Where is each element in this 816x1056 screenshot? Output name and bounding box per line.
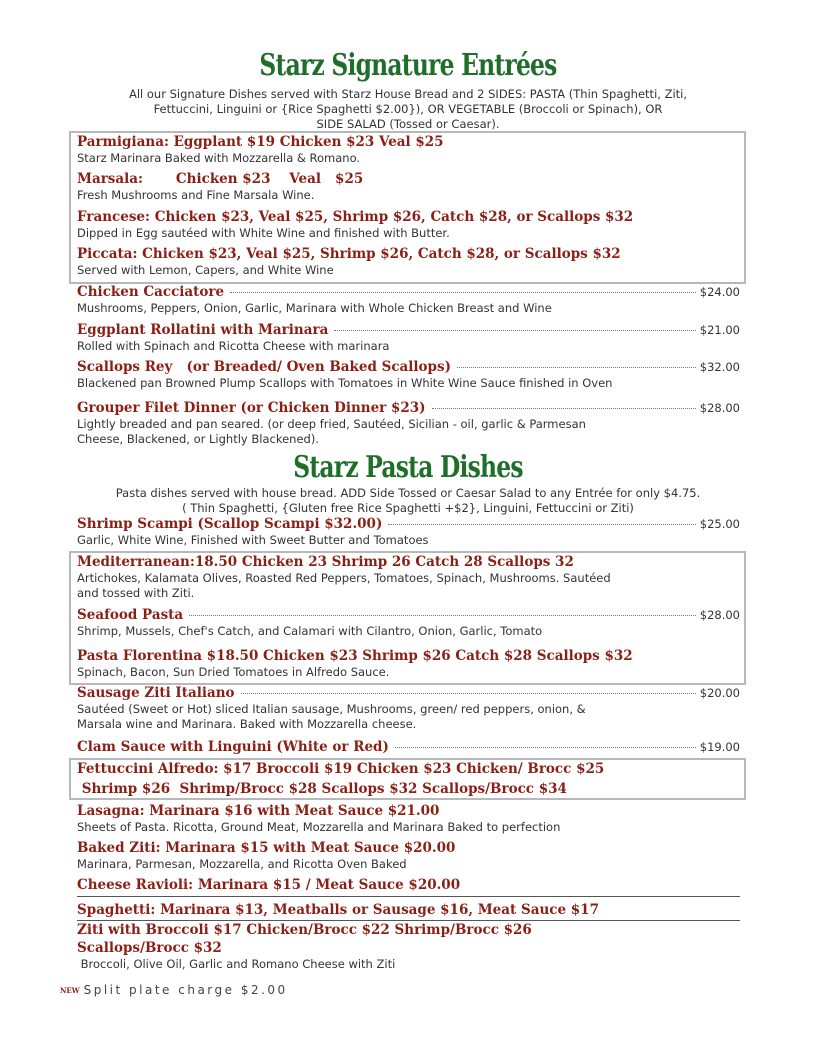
- menu-item-eggplant-rollatini: Eggplant Rollatini with Marinara $21.00 Rolled with Spinach and Ricotta Cheese with marinara: [77, 322, 740, 353]
- menu-item-ziti-broccoli: Ziti with Broccoli $17 Chicken/Brocc $22 Shrimp/Brocc $26 Scallops/Brocc $32 Broccoli, Olive Oil, Garlic and Romano Cheese with Ziti: [77, 922, 532, 971]
- menu-item-seafood-pasta: Seafood Pasta $28.00 Shrimp, Mussels, Chef's Catch, and Calamari with Cilantro, Onion, Garlic, Tomato: [77, 607, 740, 638]
- signature-intro: All our Signature Dishes served with Starz House Bread and 2 SIDES: PASTA (Thin Spaghetti, Ziti, Fettuccini, Linguini or {Rice Spaghetti $2.00}), OR VEGETABLE (Broccoli or Spinach), OR SIDE SALAD (Tossed or Caesar).: [128, 87, 688, 131]
- dot-leader: [395, 747, 696, 748]
- price: $28.00: [699, 608, 740, 622]
- menu-item-piccata: Piccata: Chicken $23, Veal $25, Shrimp $26, Catch $28, or Scallops $32 Served with Lemon, Capers, and White Wine: [77, 246, 621, 277]
- new-badge: NEW: [60, 985, 80, 995]
- dot-leader: [388, 524, 695, 525]
- menu-item-shrimp-scampi: Shrimp Scampi (Scallop Scampi $32.00) $25.00 Garlic, White Wine, Finished with Sweet Butter and Tomatoes: [77, 516, 740, 547]
- menu-item-chicken-cacciatore: Chicken Cacciatore $24.00 Mushrooms, Peppers, Onion, Garlic, Marinara with Whole Chicken Breast and Wine: [77, 284, 740, 315]
- menu-item-clam-sauce: Clam Sauce with Linguini (White or Red) $19.00: [77, 739, 740, 755]
- menu-item-baked-ziti: Baked Ziti: Marinara $15 with Meat Sauce $20.00 Marinara, Parmesan, Mozzarella, and Ricotta Oven Baked: [77, 840, 456, 871]
- split-plate-note: [60, 983, 288, 997]
- price: $19.00: [699, 740, 740, 754]
- price: $28.00: [699, 401, 740, 415]
- price: $25.00: [699, 517, 740, 531]
- price: $32.00: [699, 360, 740, 374]
- dot-leader: [241, 693, 696, 694]
- menu-item-spaghetti: Spaghetti: Marinara $13, Meatballs or Sausage $16, Meat Sauce $17: [77, 902, 599, 918]
- menu-item-cheese-ravioli: Cheese Ravioli: Marinara $15 / Meat Sauce $20.00: [77, 877, 461, 893]
- price: $21.00: [699, 323, 740, 337]
- menu-item-francese: Francese: Chicken $23, Veal $25, Shrimp $26, Catch $28, or Scallops $32 Dipped in Egg sautéed with White Wine and finished with Butter.: [77, 209, 634, 240]
- dot-leader: [334, 330, 695, 331]
- menu-item-lasagna: Lasagna: Marinara $16 with Meat Sauce $21.00 Sheets of Pasta. Ricotta, Ground Meat, Mozzarella and Marinara Baked to perfection: [77, 803, 561, 834]
- dot-leader: [457, 367, 696, 368]
- dot-leader: [189, 615, 696, 616]
- menu-item-fettuccini-alfredo: Fettuccini Alfredo: $17 Broccoli $19 Chicken $23 Chicken/ Brocc $25 Shrimp $26 Shrimp/Brocc $28 Scallops $32 Scallops/Brocc $34: [77, 761, 605, 797]
- menu-item-pasta-florentina: Pasta Florentina $18.50 Chicken $23 Shrimp $26 Catch $28 Scallops $32 Spinach, Bacon, Sun Dried Tomatoes in Alfredo Sauce.: [77, 648, 633, 679]
- price: $24.00: [699, 285, 740, 299]
- menu-item-marsala: Marsala: Chicken $23 Veal $25 Fresh Mushrooms and Fine Marsala Wine.: [77, 171, 364, 202]
- menu-item-sausage-ziti: Sausage Ziti Italiano $20.00 Sautéed (Sweet or Hot) sliced Italian sausage, Mushrooms, green/ red peppers, onion, & Marsala wine and Marinara. Baked with Mozzarella cheese.: [77, 685, 740, 731]
- split-plate-text: Split plate charge $2.00: [83, 983, 288, 997]
- dot-leader: [432, 408, 696, 409]
- dot-leader: [230, 292, 696, 293]
- signature-title: Starz Signature Entrées: [259, 48, 557, 83]
- menu-item-grouper-filet: Grouper Filet Dinner (or Chicken Dinner $23) $28.00 Lightly breaded and pan seared. (or deep fried, Sautéed, Sicilian - oil, garlic & Parmesan Cheese, Blackened, or Lightly Blackened).: [77, 400, 740, 446]
- price: $20.00: [699, 686, 740, 700]
- menu-item-scallops-rey: Scallops Rey (or Breaded/ Oven Baked Scallops) $32.00 Blackened pan Browned Plump Scallops with Tomatoes in White Wine Sauce finished in Oven: [77, 359, 740, 390]
- pasta-intro: Pasta dishes served with house bread. ADD Side Tossed or Caesar Salad to any Entrée for only $4.75. ( Thin Spaghetti, {Gluten free Rice Spaghetti +$2}, Linguini, Fettuccini or Ziti): [115, 486, 701, 515]
- menu-item-mediterranean: Mediterranean:18.50 Chicken 23 Shrimp 26 Catch 28 Scallops 32 Artichokes, Kalamata Olives, Roasted Red Peppers, Tomatoes, Spinach, Mushrooms. Sautéed and tossed with Ziti.: [77, 554, 611, 600]
- divider: [77, 896, 740, 897]
- pasta-title: Starz Pasta Dishes: [293, 450, 523, 485]
- menu-item-parmigiana: Parmigiana: Eggplant $19 Chicken $23 Veal $25 Starz Marinara Baked with Mozzarella & Romano.: [77, 134, 444, 165]
